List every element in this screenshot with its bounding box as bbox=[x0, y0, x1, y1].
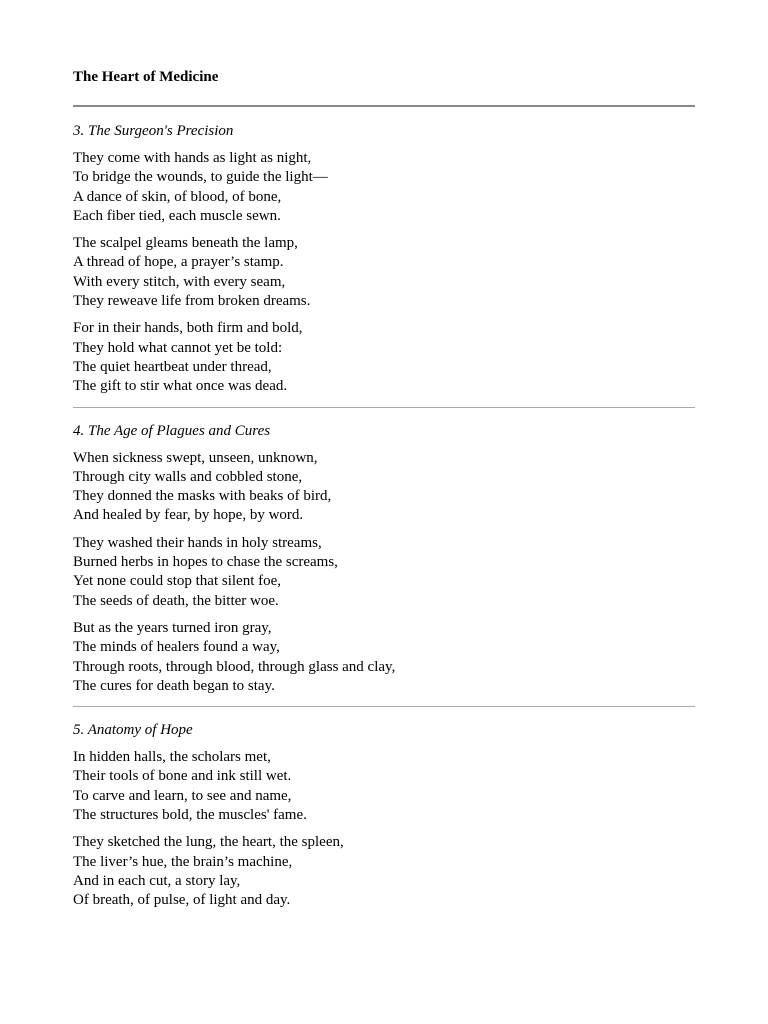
poem-line: Of breath, of pulse, of light and day. bbox=[73, 892, 291, 909]
poem-line: They reweave life from broken dreams. bbox=[73, 293, 311, 310]
poem-line: Yet none could stop that silent foe, bbox=[73, 573, 282, 590]
poem-line: They washed their hands in holy streams, bbox=[73, 534, 322, 551]
stanza bbox=[73, 534, 695, 611]
poem-line: For in their hands, both firm and bold, bbox=[73, 320, 303, 337]
document-title: The Heart of Medicine bbox=[73, 69, 219, 85]
poem-line: The minds of healers found a way, bbox=[73, 639, 280, 656]
poem-line: The scalpel gleams beneath the lamp, bbox=[73, 235, 298, 252]
poem-line: To carve and learn, to see and name, bbox=[73, 787, 292, 804]
poem-line: They come with hands as light as night, bbox=[73, 150, 312, 166]
stanza bbox=[73, 449, 695, 526]
poem-line: Through city walls and cobbled stone, bbox=[73, 468, 303, 485]
poem-section-age-of-plagues bbox=[73, 422, 695, 697]
poem-line: They sketched the lung, the heart, the spleen, bbox=[73, 834, 344, 851]
section-divider bbox=[73, 706, 695, 707]
poem-line: A thread of hope, a prayer’s stamp. bbox=[73, 254, 284, 271]
poem-line: Their tools of bone and ink still wet. bbox=[73, 768, 292, 785]
poem-line: The seeds of death, the bitter woe. bbox=[73, 592, 279, 609]
stanza bbox=[73, 234, 695, 311]
poem-line: They donned the masks with beaks of bird, bbox=[73, 488, 332, 505]
poem-line: Each fiber tied, each muscle sewn. bbox=[73, 207, 281, 224]
stanza bbox=[73, 748, 695, 825]
poem-line: But as the years turned iron gray, bbox=[73, 619, 272, 636]
poem-line: With every stitch, with every seam, bbox=[73, 273, 286, 290]
poem-line: The quiet heartbeat under thread, bbox=[73, 358, 272, 375]
poem-line: They hold what cannot yet be told: bbox=[73, 339, 283, 356]
section-heading: 5. Anatomy of Hope bbox=[73, 722, 193, 739]
poem-line: A dance of skin, of blood, of bone, bbox=[73, 188, 282, 205]
poem-line: The cures for death began to stay. bbox=[73, 677, 275, 694]
poem-section-surgeons-precision bbox=[73, 122, 695, 397]
poem-line: And in each cut, a story lay, bbox=[73, 872, 241, 889]
stanza bbox=[73, 319, 695, 396]
stanza bbox=[73, 149, 695, 226]
poem-line: Burned herbs in hopes to chase the screams, bbox=[73, 554, 338, 571]
poem-line: In hidden halls, the scholars met, bbox=[73, 749, 271, 766]
title-divider bbox=[73, 105, 695, 107]
section-divider bbox=[73, 407, 695, 408]
section-heading: 4. The Age of Plagues and Cures bbox=[73, 422, 271, 439]
poem-line: Through roots, through blood, through glass and clay, bbox=[73, 658, 396, 675]
poem-line: The structures bold, the muscles' fame. bbox=[73, 807, 307, 824]
section-heading: 3. The Surgeon's Precision bbox=[73, 123, 234, 139]
poem-section-anatomy-of-hope bbox=[73, 721, 695, 910]
stanza bbox=[73, 619, 695, 696]
poem-line: When sickness swept, unseen, unknown, bbox=[73, 449, 318, 466]
poem-line: The liver’s hue, the brain’s machine, bbox=[73, 853, 293, 870]
poem-line: The gift to stir what once was dead. bbox=[73, 378, 288, 395]
stanza bbox=[73, 833, 695, 910]
poem-line: To bridge the wounds, to guide the light— bbox=[73, 169, 328, 186]
poem-line: And healed by fear, by hope, by word. bbox=[73, 507, 304, 524]
